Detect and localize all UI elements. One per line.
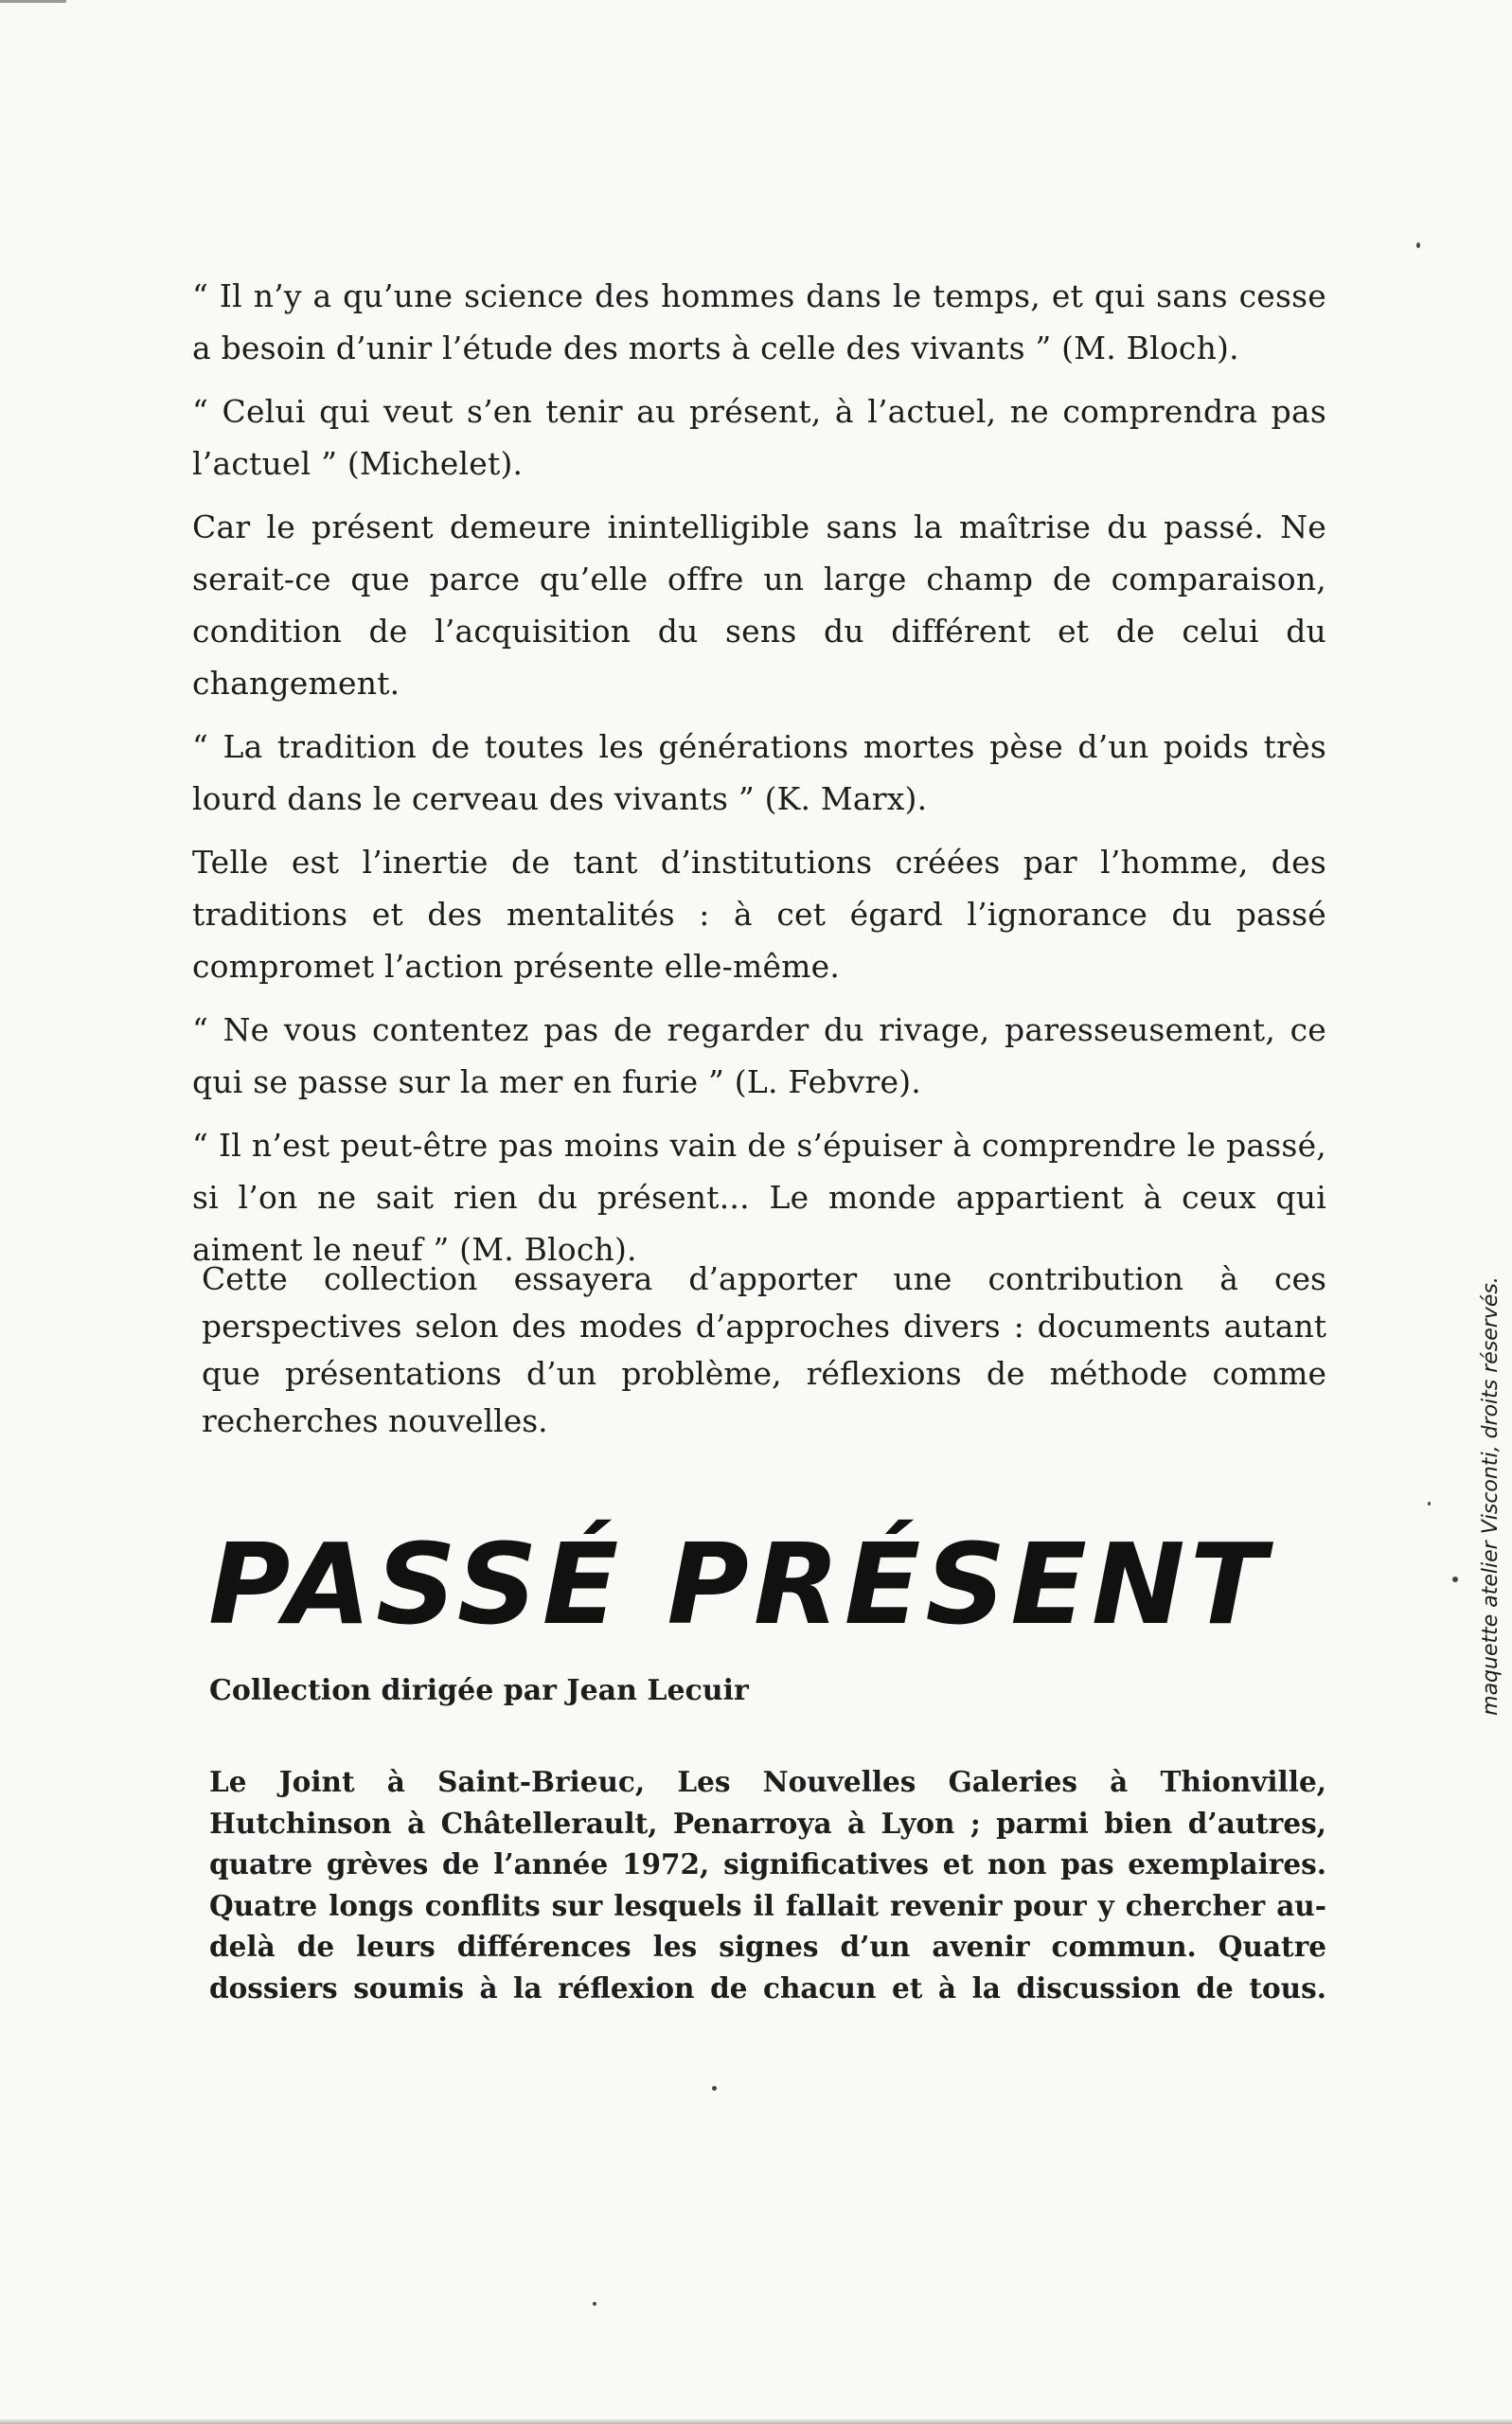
quote-paragraph: “ Il n’est peut-être pas moins vain de s’épuiser à comprendre le passé, si l’on ne sait rien du présent... Le monde appartient à ceux qui aiment le neuf ” (M. Bloch).	[192, 1127, 1326, 1268]
print-speck	[1416, 242, 1420, 248]
quote-paragraph: “ Ne vous contentez pas de regarder du rivage, paresseusement, ce qui se passe sur la mer en furie ” (L. Febvre).	[192, 1011, 1326, 1100]
collection-description: Cette collection essayera d’apporter une contribution à ces perspectives selon des modes d’approches divers : documents autant que présentations d’un problème, réflexions de méthode comme recherches nouvelles.	[202, 1260, 1326, 1439]
quote-paragraph: Telle est l’inertie de tant d’institutions créées par l’homme, des traditions et des mentalités : à cet égard l’ignorance du passé compromet l’action présente elle-même.	[192, 844, 1326, 985]
page-edge-top	[0, 0, 66, 3]
page-edge-bottom	[0, 2419, 1512, 2424]
print-speck	[712, 2086, 717, 2091]
quotes-block	[192, 270, 1326, 1287]
print-speck	[1428, 1502, 1431, 1506]
print-speck	[593, 2302, 596, 2306]
print-speck	[1452, 1577, 1458, 1582]
collection-director: Collection dirigée par Jean Lecuir	[209, 1674, 749, 1707]
quote-paragraph: “ Il n’y a qu’une science des hommes dans le temps, et qui sans cesse a besoin d’unir l’étude des morts à celle des vivants ” (M. Bloch).	[192, 277, 1326, 366]
quote-paragraph: “ Celui qui veut s’en tenir au présent, à l’actuel, ne comprendra pas l’actuel ” (Michelet).	[192, 393, 1326, 482]
quote-paragraph: Car le présent demeure inintelligible sans la maîtrise du passé. Ne serait-ce que parce qu’elle offre un large champ de comparaison, condition de l’acquisition du sens du différent et de celui du changement.	[192, 508, 1326, 702]
book-summary: Le Joint à Saint-Brieuc, Les Nouvelles Galeries à Thionville, Hutchinson à Châtellerault, Penarroya à Lyon ; parmi bien d’autres, quatre grèves de l’année 1972, significatives et non pas exemplaires. Quatre longs conflits sur lesquels il fallait revenir pour y chercher au-delà de leurs différences les signes d’un avenir commun. Quatre dossiers soumis à la réflexion de chacun et à la discussion de tous.	[209, 1765, 1326, 2005]
quote-paragraph: “ La tradition de toutes les générations mortes pèse d’un poids très lourd dans le cerveau des vivants ” (K. Marx).	[192, 728, 1326, 817]
cover-design-credit: maquette atelier Visconti, droits réservés.	[1479, 1276, 1503, 1716]
series-title: PASSÉ PRÉSENT	[208, 1519, 1272, 1649]
